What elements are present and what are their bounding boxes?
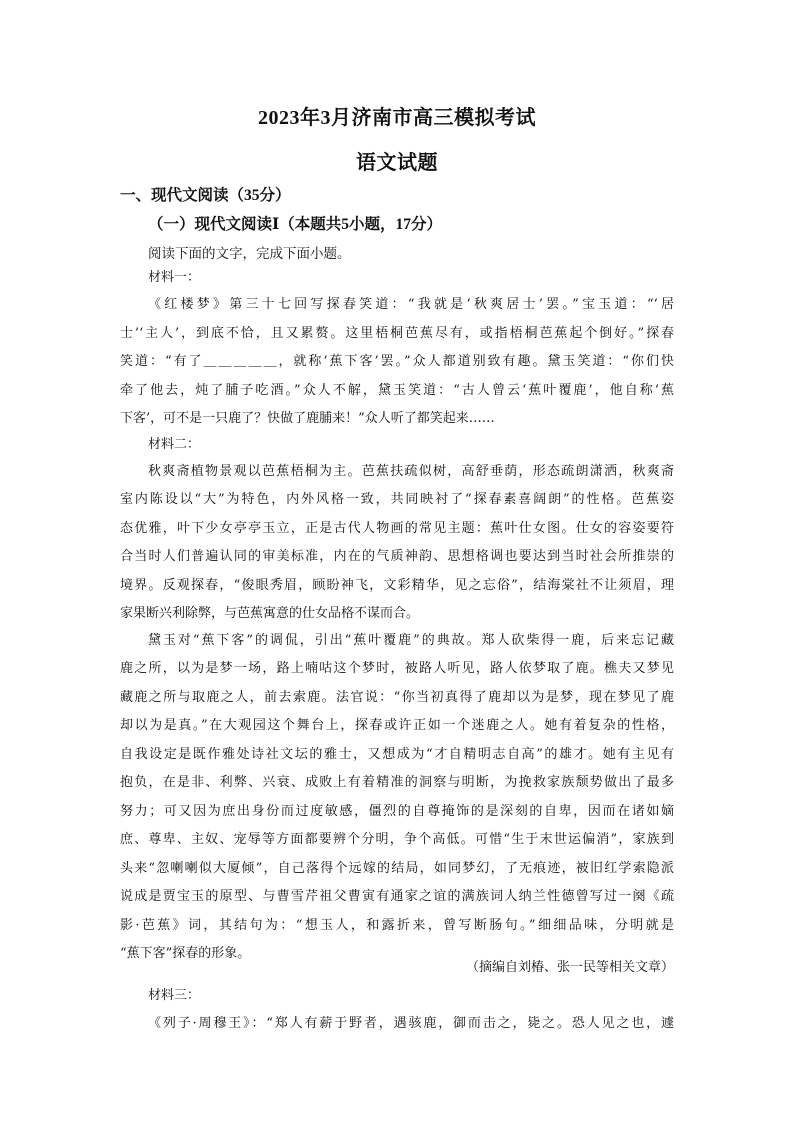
section-heading: 一、现代文阅读（35分）: [120, 187, 291, 204]
paragraph-line: “蕉下客”探春的形象。: [120, 946, 251, 961]
material-label: 材料一：: [148, 270, 201, 285]
paragraph-line: 秋爽斋植物景观以芭蕉梧桐为主。芭蕉扶疏似树，高舒垂荫，形态疏朗潇洒，秋爽斋: [148, 464, 674, 479]
paragraph-line: 室内陈设以“大”为特色，内外风格一致，共同映衬了“探春素喜阔朗”的性格。芭蕉姿: [120, 492, 674, 507]
paragraph-line: 笑道：“有了＿＿＿＿＿，就称‘蕉下客’罢。”众人都道别致有趣。黛玉笑道：“你们快: [120, 354, 674, 369]
paragraph-line: 牵了他去，炖了脯子吃酒。”众人不解，黛玉笑道：“古人曾云‘蕉叶覆鹿’，他自称‘蕉: [120, 383, 674, 398]
material-label: 材料三：: [148, 988, 201, 1003]
paragraph-line: 自我设定是既作雅处诗社文坛的雅士，又想成为“才自精明志自高”的雄才。她有主见有: [120, 747, 674, 762]
exam-title: 2023年3月济南市高三模拟考试: [258, 107, 536, 129]
paragraph-line: 努力；可又因为庶出身份而过度敏感，僵烈的自尊掩饰的是深刻的自卑，因而在诸如嫡: [120, 804, 674, 819]
sub-section-heading: （一）现代文阅读Ⅰ（本题共5小题，17分）: [148, 216, 443, 233]
paragraph-line: 头来“忽喇喇似大厦倾”，自己落得个远嫁的结局，如同梦幻，了无痕迹，被旧红学索隐派: [120, 861, 674, 876]
paragraph-line: 家果断兴利除弊，与芭蕉寓意的仕女品格不谋而合。: [120, 606, 420, 621]
paragraph-line: 庶、尊卑、主奴、宠辱等方面都要辨个分明，争个高低。可惜“生于末世运偏消”，家族到: [120, 832, 674, 847]
paragraph-line: 藏鹿之所与取鹿之人，前去索鹿。法官说：“你当初真得了鹿却以为是梦，现在梦见了鹿: [120, 690, 674, 705]
instruction-text: 阅读下面的文字，完成下面小题。: [148, 246, 351, 262]
paragraph-line: 鹿之所，以为是梦一场，路上喃咕这个梦时，被路人听见，路人依梦取了鹿。樵夫又梦见: [120, 661, 674, 676]
source-citation: （摘编自刘椿、张一民等相关文章）: [465, 960, 674, 975]
paragraph-line: 《红楼梦》第三十七回写探春笑道：“我就是‘秋爽居士’罢。”宝玉道：“‘居: [148, 297, 674, 312]
paragraph-line: 影·芭蕉》词，其结句为：“想玉人，和露折来，曾写断肠句。”细细品味，分明就是: [120, 918, 674, 933]
paragraph-line: 却以为是真。”在大观园这个舞台上，探春或许正如一个迷鹿之人。她有着复杂的性格，: [120, 718, 674, 733]
paragraph-line: 下客’，可不是一只鹿了？快做了鹿脯来！”众人听了都笑起来……: [120, 411, 495, 426]
paragraph-line: 抱负，在是非、利弊、兴衰、成败上有着精准的洞察与明断，为挽救家族颓势做出了最多: [120, 775, 674, 790]
paragraph-line: 态优雅，叶下少女亭亭玉立，正是古代人物画的常见主题：蕉叶仕女图。仕女的容姿要符: [120, 521, 674, 536]
paragraph-line: 黛玉对“蕉下客”的调侃，引出“蕉叶覆鹿”的典故。郑人砍柴得一鹿，后来忘记藏: [148, 633, 674, 648]
paragraph-line: 《列子·周穆王》：“郑人有薪于野者，遇骇鹿，御而击之，毙之。恐人见之也，遽: [148, 1016, 674, 1031]
exam-subtitle: 语文试题: [356, 152, 438, 174]
paragraph-line: 合当时人们普遍认同的审美标准，内在的气质神韵、思想格调也要达到当时社会所推崇的: [120, 549, 674, 564]
paragraph-line: 士’‘主人’，到底不恰，且又累赘。这里梧桐芭蕉尽有，或指梧桐芭蕉起个倒好。”探春: [120, 326, 674, 341]
paragraph-line: 说成是贾宝玉的原型、与曹雪芹祖父曹寅有通家之谊的满族词人纳兰性德曾写过一阕《疏: [120, 889, 674, 904]
material-label: 材料二：: [148, 437, 201, 452]
paragraph-line: 境界。反观探春，“俊眼秀眉，顾盼神飞，文彩精华，见之忘俗”，结海棠社不让须眉，理: [120, 578, 674, 593]
